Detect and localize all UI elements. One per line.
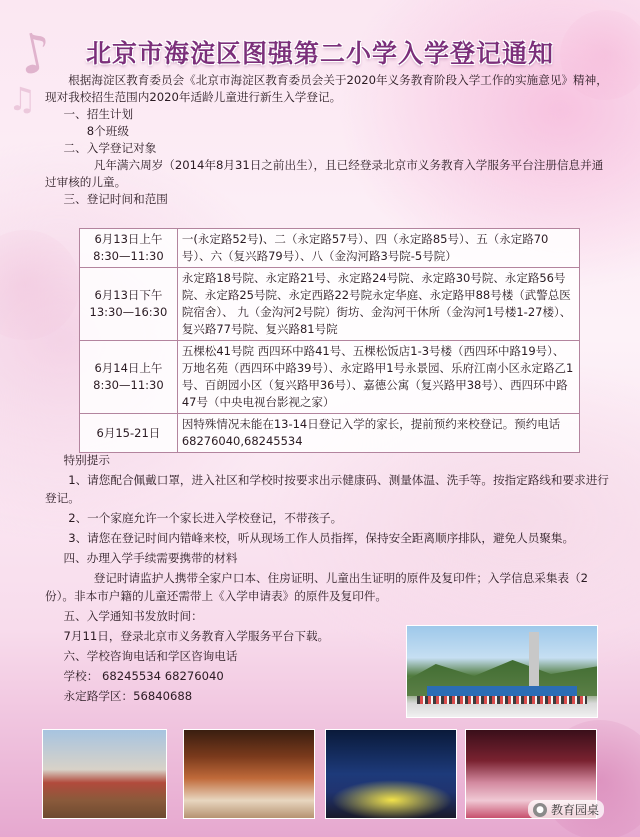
schedule-time: 6月14日上午 8:30—11:30 <box>80 341 178 414</box>
section-4-body: 登记时请监护人携带全家户口本、住房证明、儿童出生证明的原件及复印件；入学信息采集表（2份）。非本市户籍的儿童还需带上《入学申请表》的原件及复印件。 <box>45 571 589 603</box>
photo-banner <box>427 686 577 696</box>
section-3-heading: 三、登记时间和范围 <box>63 192 168 206</box>
notes-heading: 特别提示 <box>63 453 110 467</box>
schedule-range: 因特殊情况未能在13-14日登记入学的家长，提前预约来校登记。预约电话68276040,68245534 <box>177 414 579 453</box>
notice-body <box>45 72 610 208</box>
table-row <box>80 414 580 453</box>
section-5-heading: 五、入学通知书发放时间： <box>63 609 203 623</box>
classroom-photo <box>183 729 315 819</box>
photo-crowd <box>417 696 587 704</box>
table-row <box>80 229 580 268</box>
section-6-heading: 六、学校咨询电话和学区咨询电话 <box>63 649 238 663</box>
schedule-time: 6月13日下午 13:30—16:30 <box>80 268 178 341</box>
table-row <box>80 268 580 341</box>
watermark <box>528 800 604 819</box>
note-item: 3、请您在登记时间内错峰来校，听从现场工作人员指挥，保持安全距离顺序排队，避免人员聚集。 <box>68 531 575 545</box>
note-item: 2、一个家庭允许一个家长进入学校登记，不带孩子。 <box>68 511 343 525</box>
schedule-range: 五棵松41号院 西四环中路41号、五棵松饭店1-3号楼（西四环中路19号）、万地名苑（西四环中路39号）、永定路甲1号永景园、乐府江南小区永定路乙1号、百朗园小区（复兴路甲36号）、嘉德公寓（复兴路甲38号）、西四环中路47号（中央电视台影视之家） <box>177 341 579 414</box>
section-5-body: 7月11日，登录北京市义务教育入学服务平台下载。 <box>63 629 330 643</box>
photo-tower <box>529 632 539 694</box>
campus-photo <box>42 729 167 819</box>
section-1-heading: 一、招生计划 <box>63 107 134 121</box>
stage-performance-photo <box>325 729 457 819</box>
section-4-heading: 四、办理入学手续需要携带的材料 <box>63 551 238 565</box>
decor-flower <box>0 230 80 340</box>
music-note-icon: ♫ <box>8 80 37 118</box>
school-phone: 学校： 68245534 68276040 <box>63 669 224 683</box>
note-item: 1、请您配合佩戴口罩，进入社区和学校时按要求出示健康码、测量体温、洗手等。按指定路线和要求进行登记。 <box>45 473 609 505</box>
section-2-body: 凡年满六周岁（2014年8月31日之前出生），且已经登录北京市义务教育入学服务平台注册信息并通过审核的儿童。 <box>45 158 604 189</box>
schedule-time: 6月13日上午 8:30—11:30 <box>80 229 178 268</box>
wechat-icon: ● <box>533 803 547 817</box>
schedule-table <box>79 228 580 453</box>
section-2-heading: 二、入学登记对象 <box>63 141 157 155</box>
district-phone: 永定路学区：56840688 <box>63 689 193 703</box>
table-row <box>80 341 580 414</box>
school-event-photo <box>406 625 598 718</box>
music-note-icon: ♪ <box>11 19 59 88</box>
section-1-body: 8个班级 <box>86 124 129 138</box>
schedule-time: 6月15-21日 <box>80 414 178 453</box>
page-title: 北京市海淀区图强第二小学入学登记通知 <box>85 39 554 68</box>
watermark-text: 教育园桌 <box>551 803 600 817</box>
intro-paragraph: 根据海淀区教育委员会《北京市海淀区教育委员会关于2020年义务教育阶段入学工作的实施意见》精神，现对我校招生范围内2020年适龄儿童进行新生入学登记。 <box>45 73 608 104</box>
schedule-range: 一(永定路52号)、二（永定路57号）、四（永定路85号）、五（永定路70号）、六（复兴路79号）、八（金沟河路3号院-5号院） <box>177 229 579 268</box>
schedule-range: 永定路18号院、永定路21号、永定路24号院、永定路30号院、永定路56号院、永定路25号院、永定西路22号院永定华庭、永定路甲88号楼（武警总医院宿舍）、 九（金沟河2号院）街坊、金沟河干休所（金沟河1号楼1-27楼）、复兴路77号院、复兴路81号院 <box>177 268 579 341</box>
